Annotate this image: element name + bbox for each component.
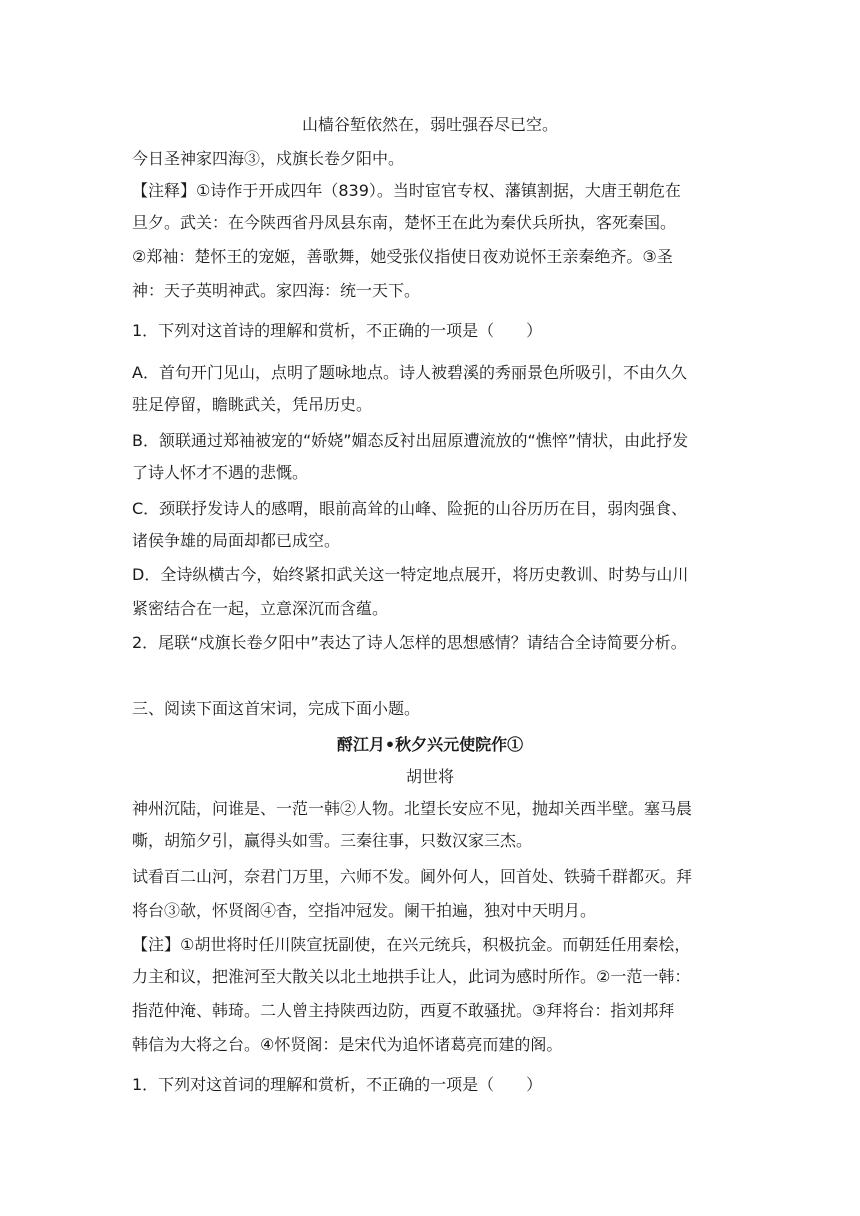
option-line: 驻足停留，瞻眺武关，凭吊历史。 [132,395,373,414]
lyric-line: 嘶，胡笳夕引，赢得头如雪。三秦往事，只数汉家三杰。 [132,831,533,850]
lyric-author: 胡世将 [405,767,454,786]
option-line: C．颈联抒发诗人的感喟，眼前高耸的山峰、险扼的山谷历历在目，弱肉强食、 [132,499,688,518]
lyric-line: 神州沉陆，问谁是、一范一韩②人物。北望长安应不见，抛却关西半壁。塞马晨 [132,799,693,818]
option-line: B．颔联通过郑袖被宠的“娇娆”媚态反衬出屈原遭流放的“憔悴”情状，由此抒发 [132,431,689,450]
poem-verse-line: 山樯谷堑依然在，弱吐强吞尽已空。 [301,115,558,134]
lyric-note-line: 【注】①胡世将时任川陕宣抚副使，在兴元统兵，积极抗金。而朝廷任用秦桧， [132,935,691,954]
poem-verse-line: 今日圣神家四海③，戍旗长卷夕阳中。 [132,149,405,168]
question-stem: 1．下列对这首词的理解和赏析，不正确的一项是（ ） [132,1075,543,1094]
poem-note-line: 神：天子英明神武。家四海：统一天下。 [132,281,421,300]
lyric-note-line: 力主和议，把淮河至大散关以北土地拱手让人，此词为感时所作。②一范一韩： [132,967,691,986]
option-line: D．全诗纵横古今，始终紧扣武关这一特定地点展开，将历史教训、时势与山川 [132,565,689,584]
option-line: A．首句开门见山，点明了题咏地点。诗人被碧溪的秀丽景色所吸引，不由久久 [132,363,687,382]
lyric-note-line: 指范仲淹、韩琦。二人曾主持陕西边防，西夏不敢骚扰。③拜将台：指刘邦拜 [132,1001,675,1020]
lyric-title: 酹江月•秋夕兴元使院作① [336,735,524,754]
question-stem: 1．下列对这首诗的理解和赏析，不正确的一项是（ ） [132,321,543,340]
lyric-line: 试看百二山河，奈君门万里，六师不发。阃外何人，回首处、铁骑千群都灭。拜 [132,867,693,886]
section-heading: 三、阅读下面这首宋词，完成下面小题。 [132,699,421,718]
option-line: 诸侯争雄的局面却都已成空。 [132,531,341,550]
poem-note-line: ②郑袖：楚怀王的宠姬，善歌舞，她受张仪指使日夜劝说怀王亲秦绝齐。③圣 [132,247,673,266]
lyric-note-line: 韩信为大将之台。④怀贤阁：是宋代为追怀诸葛亮而建的阁。 [132,1035,563,1054]
lyric-line: 将台③欹，怀贤阁④杳，空指冲冠发。阑干拍遍，独对中天明月。 [132,901,597,920]
option-line: 了诗人怀才不遇的悲慨。 [132,463,309,482]
option-line: 紧密结合在一起，立意深沉而含蕴。 [132,599,389,618]
poem-note-line: 旦夕。武关：在今陕西省丹凤县东南，楚怀王在此为秦伏兵所执，客死秦国。 [132,213,677,232]
poem-note-line: 【注释】①诗作于开成四年（839）。当时宦官专权、藩镇割据，大唐王朝危在 [132,181,681,200]
question-two: 2．尾联“戍旗长卷夕阳中”表达了诗人怎样的思想感情？请结合全诗简要分析。 [132,633,687,652]
